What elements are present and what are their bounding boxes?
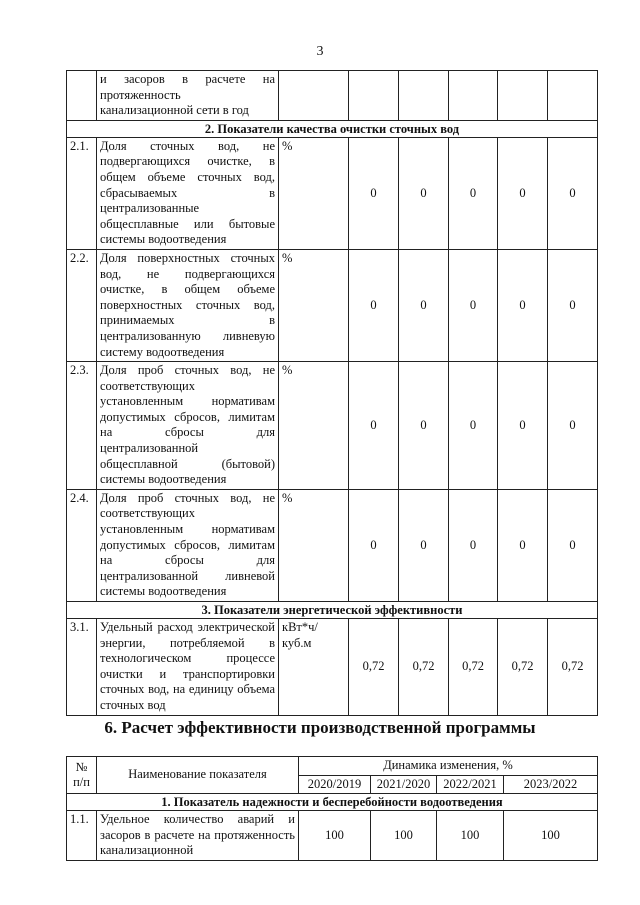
value-cell: 0 (349, 137, 399, 249)
value-cell: 0 (449, 362, 498, 490)
page-number: 3 (316, 44, 324, 59)
indicator-name: и засоров в расчете на протяженность канализационной сети в год (97, 71, 279, 121)
row-number: 2.1. (67, 137, 97, 249)
section-header-row (67, 794, 598, 811)
value-cell: 0,72 (498, 619, 548, 716)
value-cell: 0 (498, 489, 548, 601)
efficiency-table (66, 756, 598, 861)
indicator-name: Удельный расход электрической энергии, потребляемой в технологическом процессе очистки и транспортировки сточных вод, на единицу объема сточных вод (97, 619, 279, 716)
section-header-row (67, 602, 598, 619)
indicators-table (66, 70, 598, 716)
table-row (67, 619, 598, 716)
value-cell: 0 (399, 489, 449, 601)
value-cell: 0 (349, 489, 399, 601)
value-cell: 0,72 (449, 619, 498, 716)
table-header-row (67, 757, 598, 776)
value-cell: 0 (449, 137, 498, 249)
unit-cell: % (279, 249, 349, 361)
section-title: 3. Показатели энергетической эффективности (67, 602, 598, 619)
column-header-year: 2023/2022 (504, 775, 598, 794)
value-cell: 0 (548, 137, 598, 249)
unit-cell: % (279, 489, 349, 601)
indicator-name: Доля сточных вод, не подвергающихся очистке, в общем объеме сточных вод, сбрасываемых в централизованные общесплавные или бытовые системы водоотведения (97, 137, 279, 249)
table-row (67, 811, 598, 861)
indicator-name: Удельное количество аварий и засоров в расчете на протяженность канализационной (97, 811, 299, 861)
section-6-heading: 6. Расчет эффективности производственной программы (104, 718, 536, 737)
value-cell: 0,72 (548, 619, 598, 716)
section-header-row (67, 120, 598, 137)
value-cell: 0,72 (349, 619, 399, 716)
section-title: 2. Показатели качества очистки сточных вод (67, 120, 598, 137)
value-cell: 0,72 (399, 619, 449, 716)
unit-cell: кВт*ч/ куб.м (279, 619, 349, 716)
column-header-year: 2022/2021 (437, 775, 504, 794)
table-row (67, 71, 598, 121)
row-number: 1.1. (67, 811, 97, 861)
unit-cell: % (279, 137, 349, 249)
row-number: 2.2. (67, 249, 97, 361)
column-header-year: 2020/2019 (299, 775, 371, 794)
value-cell: 100 (504, 811, 598, 861)
value-cell: 0 (498, 362, 548, 490)
value-cell: 0 (548, 249, 598, 361)
unit-cell: % (279, 362, 349, 490)
column-header-number: № п/п (67, 757, 97, 794)
table-row (67, 362, 598, 490)
section-title: 1. Показатель надежности и бесперебойности водоотведения (67, 794, 598, 811)
value-cell: 0 (399, 362, 449, 490)
row-number: 3.1. (67, 619, 97, 716)
value-cell: 0 (349, 362, 399, 490)
row-number: 2.4. (67, 489, 97, 601)
value-cell: 0 (349, 249, 399, 361)
row-number: 2.3. (67, 362, 97, 490)
value-cell: 0 (399, 137, 449, 249)
table-row (67, 249, 598, 361)
value-cell: 0 (498, 137, 548, 249)
value-cell: 0 (498, 249, 548, 361)
value-cell: 100 (437, 811, 504, 861)
column-header-year: 2021/2020 (371, 775, 437, 794)
indicator-name: Доля поверхностных сточных вод, не подвергающихся очистке, в общем объеме поверхностных сточных вод, принимаемых в централизованную ливневую систему водоотведения (97, 249, 279, 361)
column-header-dynamics: Динамика изменения, % (299, 757, 598, 776)
value-cell: 0 (399, 249, 449, 361)
table-row (67, 137, 598, 249)
indicator-name: Доля проб сточных вод, не соответствующих установленным нормативам допустимых сбросов, лимитам на сбросы для централизованной ливневой системы водоотведения (97, 489, 279, 601)
value-cell: 0 (548, 362, 598, 490)
value-cell: 100 (299, 811, 371, 861)
table-row (67, 489, 598, 601)
value-cell: 100 (371, 811, 437, 861)
value-cell: 0 (548, 489, 598, 601)
column-header-name: Наименование показателя (97, 757, 299, 794)
indicator-name: Доля проб сточных вод, не соответствующих установленным нормативам допустимых сбросов, лимитам на сбросы для централизованной общесплавной (бытовой) системы водоотведения (97, 362, 279, 490)
value-cell: 0 (449, 249, 498, 361)
value-cell: 0 (449, 489, 498, 601)
